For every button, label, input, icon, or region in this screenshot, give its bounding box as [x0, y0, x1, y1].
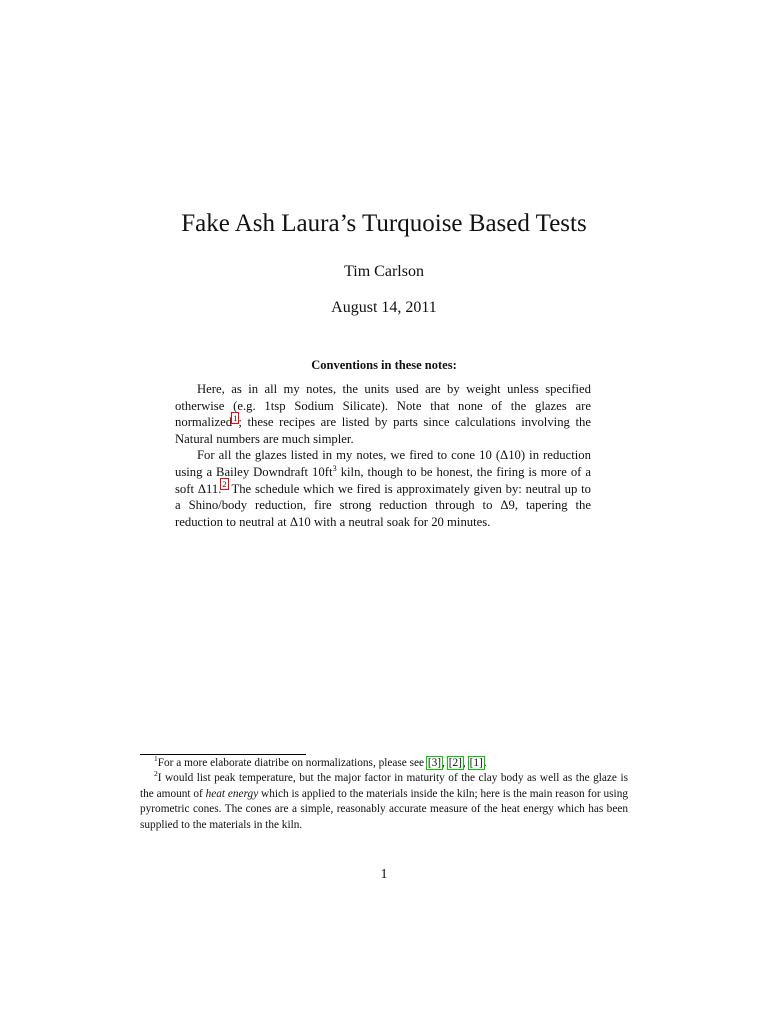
- footnote-separator: ,: [462, 757, 469, 769]
- page-number: 1: [380, 867, 388, 882]
- citation-link-1[interactable]: [1]: [469, 757, 483, 769]
- footnote-text: I would list peak temperature, but the major factor in maturity of the clay body as well as the glaze is the amount of: [140, 772, 628, 800]
- document-date: August 14, 2011: [331, 299, 437, 316]
- footnotes: [140, 756, 628, 833]
- footnote-separator: ,: [442, 757, 448, 769]
- citation-link-3[interactable]: [3]: [427, 757, 442, 769]
- footnote-ref-1[interactable]: 1: [233, 412, 238, 423]
- abstract-text: kiln, though to be honest, the firing is more of a soft Δ11.: [175, 464, 591, 496]
- footnote-rule: [140, 754, 306, 755]
- abstract-text: ; these recipes are listed by parts since calculations involving the Natural numbers are much simpler.: [175, 415, 591, 446]
- footnote-text: For a more elaborate diatribe on normalizations, please see: [157, 757, 427, 769]
- footnote-mark-2: 2: [154, 769, 158, 779]
- abstract-heading: Conventions in these notes:: [311, 358, 457, 372]
- footnote-end: .: [483, 757, 487, 769]
- footnote-mark-1: 1: [154, 754, 158, 764]
- abstract-text: For all the glazes listed in my notes, we fired to cone 10 (Δ10) in reduction using a Bailey Downdraft 10ft: [175, 448, 591, 479]
- abstract-body: [175, 381, 591, 530]
- footnote-emphasis: heat energy: [205, 787, 259, 800]
- footnote-ref-2[interactable]: 2: [222, 479, 227, 490]
- author-name: Tim Carlson: [344, 263, 424, 280]
- document-title: Fake Ash Laura’s Turquoise Based Tests: [181, 210, 587, 237]
- superscript-3: 3: [332, 462, 337, 473]
- abstract-paragraph-1: [175, 381, 591, 447]
- abstract-text: The schedule which we fired is approximately given by: neutral up to a Shino/body reduction, fire strong reduction through to Δ9, tapering the reduction to neutral at Δ10 with a neutral soak for 20 minutes.: [175, 481, 591, 529]
- footnote-text: which is applied to the materials inside the kiln; here is the main reason for using pyrometric cones. The cones are a simple, reasonably accurate measure of the heat energy which has been supplied to the materials in the kiln.: [140, 787, 628, 831]
- footnote-1: [140, 756, 628, 771]
- abstract-paragraph-2: [175, 447, 591, 530]
- abstract-text: Here, as in all my notes, the units used are by weight unless specified otherwise (e.g. 1tsp Sodium Silicate). Note that none of the glazes are normalized: [175, 382, 591, 430]
- footnote-2: [140, 771, 628, 833]
- citation-link-2[interactable]: [2]: [448, 757, 462, 769]
